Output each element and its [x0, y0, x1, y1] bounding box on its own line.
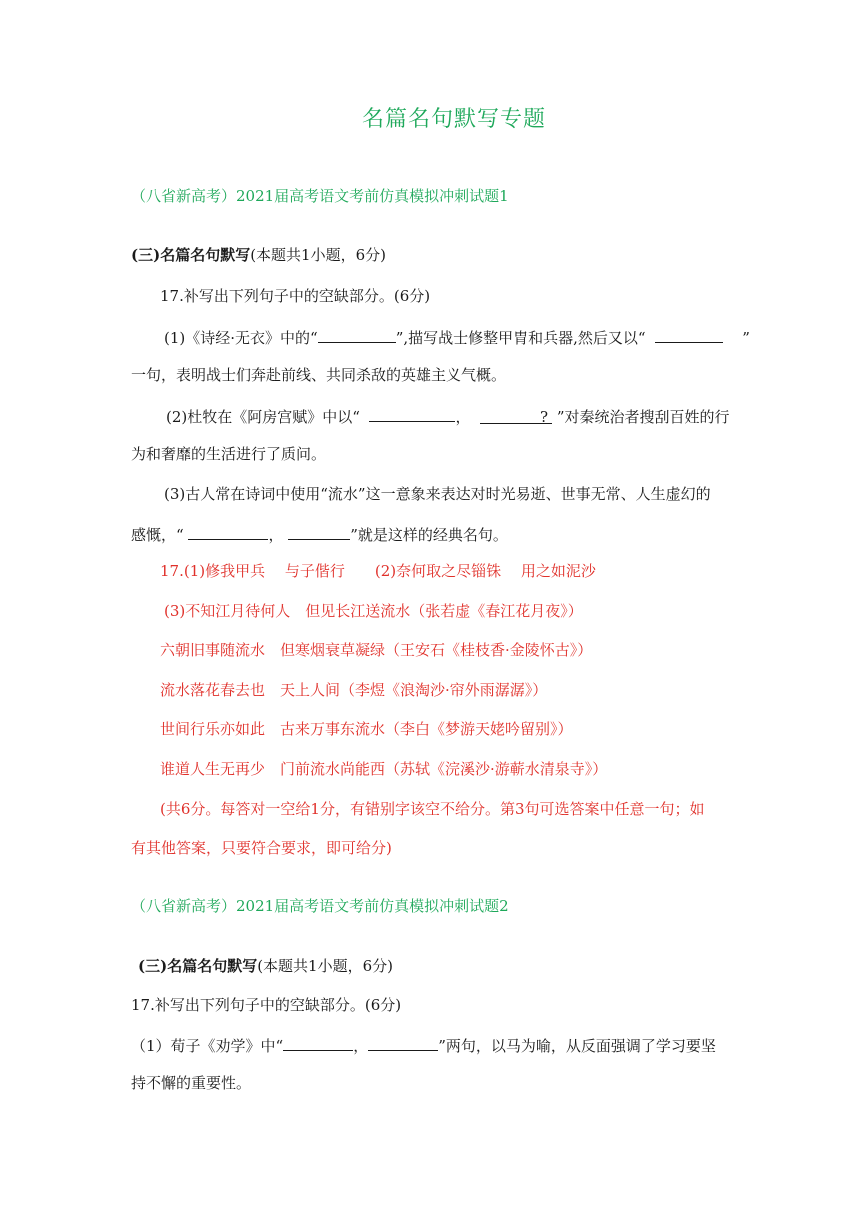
text-segment: (1)《诗经·无衣》中的“ — [164, 329, 318, 347]
text-segment: （1）荀子《劝学》中“ — [131, 1037, 284, 1055]
section-heading-1 — [131, 245, 386, 265]
text-segment: (2)杜牧在《阿房宫赋》中以“ — [166, 408, 360, 426]
section-title: (三)名篇名句默写 — [138, 957, 258, 975]
text-segment: 感慨，“ — [131, 526, 184, 544]
text-segment: ”对秦统治者搜刮百姓的行 — [556, 408, 730, 426]
answer-blank — [283, 1034, 353, 1051]
question-2-line-2: 为和奢靡的生活进行了质问。 — [131, 445, 327, 463]
answer-blank — [188, 523, 268, 540]
text-segment: ， — [455, 408, 471, 426]
question-2-line-1 — [166, 405, 729, 427]
text-segment: ”,描写战士修整甲胄和兵器,然后又以“ — [395, 329, 646, 347]
section-note: (本题共1小题，6分) — [250, 246, 386, 264]
question-1-line-1 — [164, 326, 750, 348]
answer-blank — [369, 405, 455, 422]
answer-blank — [288, 523, 350, 540]
question-1-line-2: 一句，表明战士们奔赴前线、共同杀敌的英雄主义气概。 — [131, 366, 507, 384]
question-intro-1: 17.补写出下列句子中的空缺部分。(6分) — [160, 287, 431, 305]
text-segment: ， — [353, 1037, 369, 1055]
scoring-note-line-2: 有其他答案，只要符合要求，即可给分) — [131, 839, 392, 857]
answer-line: 17.(1)修我甲兵 与子偕行 (2)奈何取之尽锱铢 用之如泥沙 — [160, 562, 596, 580]
text-segment: ”两句，以马为喻，从反面强调了学习要坚 — [438, 1037, 716, 1055]
source-heading-1: （八省新高考）2021届高考语文考前仿真模拟冲刺试题1 — [131, 187, 509, 205]
question-3-line-1: (3)古人常在诗词中使用“流水”这一意象来表达对时光易逝、世事无常、人生虚幻的 — [164, 485, 711, 503]
section-note: (本题共1小题，6分) — [257, 957, 393, 975]
set2-question-1-line-2: 持不懈的重要性。 — [131, 1074, 252, 1092]
answer-blank — [655, 326, 723, 343]
page-title: 名篇名句默写专题 — [361, 107, 546, 132]
answer-blank — [318, 326, 396, 343]
text-segment: ， — [268, 526, 284, 544]
answer-line: 谁道人生无再少 门前流水尚能西（苏轼《浣溪沙·游蕲水清泉寺》） — [160, 760, 608, 778]
answer-line: (3)不知江月待何人 但见长江送流水（张若虚《春江花月夜》） — [164, 602, 583, 620]
answer-line: 流水落花春去也 天上人间（李煜《浪淘沙·帘外雨潺潺》） — [160, 681, 548, 699]
text-segment: ” — [742, 329, 750, 347]
answer-line: 世间行乐亦如此 古来万事东流水（李白《梦游天姥吟留别》） — [160, 720, 573, 738]
set2-question-1-line-1 — [131, 1034, 716, 1056]
section-heading-2 — [138, 956, 393, 976]
question-intro-2: 17.补写出下列句子中的空缺部分。(6分) — [131, 996, 402, 1014]
answer-line: 六朝旧事随流水 但寒烟衰草凝绿（王安石《桂枝香·金陵怀古》） — [160, 641, 593, 659]
text-segment: ”就是这样的经典名句。 — [350, 526, 508, 544]
answer-blank — [480, 407, 552, 424]
source-heading-2: （八省新高考）2021届高考语文考前仿真模拟冲刺试题2 — [131, 897, 509, 915]
answer-blank — [368, 1034, 438, 1051]
scoring-note-line-1: (共6分。每答对一空给1分，有错别字该空不给分。第3句可选答案中任意一句；如 — [160, 800, 705, 818]
section-title: (三)名篇名句默写 — [131, 246, 251, 264]
text-segment: ? — [540, 408, 549, 426]
question-3-line-2 — [131, 523, 508, 545]
